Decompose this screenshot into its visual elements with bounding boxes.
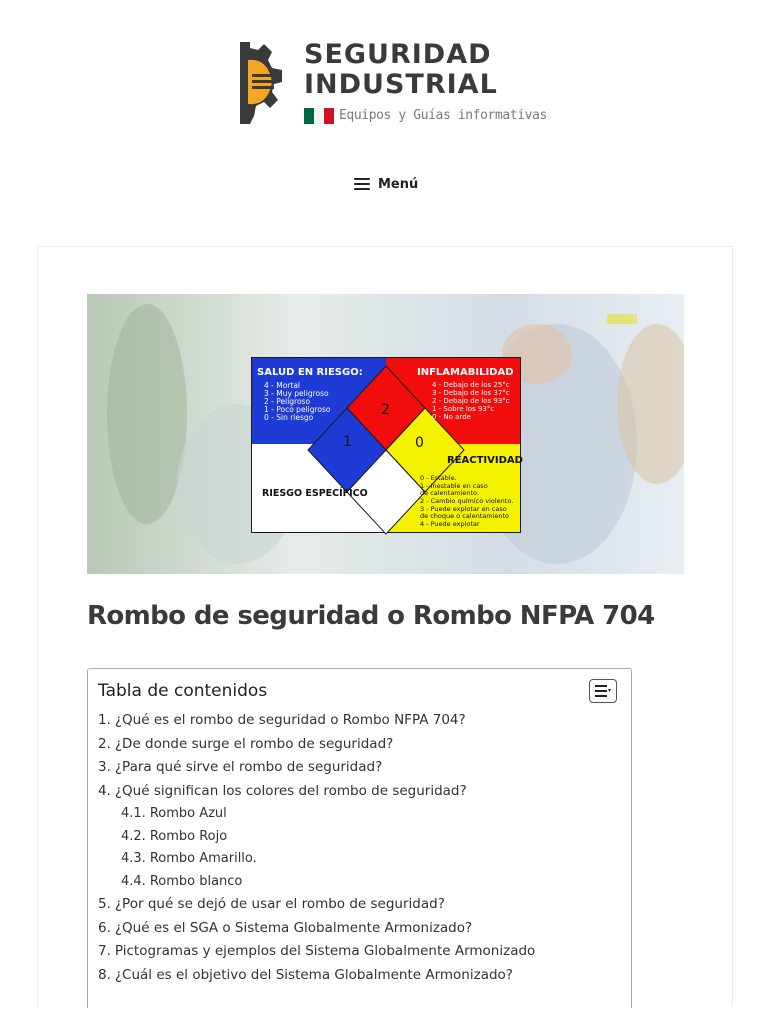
toc-item[interactable]: 8. ¿Cuál es el objetivo del Sistema Globalmente Armonizado? [98, 966, 513, 983]
table-of-contents [87, 668, 632, 1008]
toc-subitem[interactable]: 4.1. Rombo Azul [121, 806, 227, 821]
reactivity-value: 0 [415, 435, 424, 451]
toc-item[interactable]: 2. ¿De donde surge el rombo de seguridad? [98, 735, 394, 752]
toc-title: Tabla de contenidos [98, 681, 268, 701]
toc-item[interactable]: 5. ¿Por qué se dejó de usar el rombo de seguridad? [98, 896, 445, 912]
health-value: 1 [343, 434, 352, 450]
toc-subitem[interactable]: 4.3. Rombo Amarillo. [121, 851, 257, 866]
menu-toggle-button[interactable] [354, 174, 418, 194]
reactivity-item: 1 - Inestable en caso [420, 482, 488, 490]
toc-list [98, 709, 623, 987]
specific-risk-title: RIESGO ESPECÍFICO [262, 488, 368, 499]
nfpa-diamond-graphic [87, 294, 684, 574]
toc-subitem[interactable]: 4.4. Rombo blanco [121, 873, 243, 889]
toc-subitem[interactable]: 4.2. Rombo Rojo [121, 828, 228, 844]
flammability-item: 3 - Debajo de los 37°c [432, 389, 510, 397]
reactivity-item: 2 - Cambio químico violento. [420, 497, 514, 505]
site-header [0, 0, 768, 192]
health-item: 1 - Poco peligroso [264, 405, 331, 414]
toc-item[interactable]: 4. ¿Qué significan los colores del rombo de seguridad? [98, 782, 467, 799]
reactivity-item: 0 - Estable. [420, 474, 457, 482]
reactivity-title: REACTIVIDAD [447, 455, 523, 466]
reactivity-item: 4 - Puede explotar [420, 520, 480, 528]
health-title: SALUD EN RIESGO: [257, 367, 363, 378]
gear-helmet-icon [238, 40, 288, 126]
article-card [37, 246, 733, 1006]
toc-item[interactable]: 7. Pictogramas y ejemplos del Sistema Globalmente Armonizado [98, 943, 536, 959]
brand-name-line1: SEGURIDAD [304, 39, 492, 70]
flammability-item: 4 - Debajo de los 25°c [432, 381, 510, 389]
reactivity-item: de calentamiento. [420, 489, 479, 497]
tagline-text: Equipos y Guías informativas [339, 108, 547, 123]
flammability-item: 1 - Sobre los 93°c [432, 405, 495, 413]
health-item: 0 - Sin riesgo [264, 413, 314, 422]
flammability-item: 0 - No arde [432, 413, 471, 421]
hamburger-icon [354, 178, 370, 190]
health-item: 2 - Peligroso [264, 397, 311, 406]
reactivity-item: de choque o calentamiento [420, 512, 510, 520]
health-item: 4 - Mortal [264, 381, 301, 390]
flammability-value: 2 [381, 402, 390, 418]
menu-label: Menú [378, 176, 419, 192]
mexico-flag-icon [304, 108, 334, 124]
post-title: Rombo de seguridad o Rombo NFPA 704 [87, 601, 655, 631]
toc-item[interactable]: 1. ¿Qué es el rombo de seguridad o Rombo NFPA 704? [98, 712, 466, 728]
toc-item[interactable]: 6. ¿Qué es el SGA o Sistema Globalmente Armonizado? [98, 919, 473, 936]
brand-name-line2: INDUSTRIAL [304, 69, 498, 100]
flammability-title: INFLAMABILIDAD [417, 367, 514, 378]
toc-item[interactable]: 3. ¿Para qué sirve el rombo de seguridad? [98, 759, 383, 775]
flammability-item: 2 - Debajo de los 93°c [432, 397, 510, 405]
reactivity-item: 3 - Puede explotar en caso [420, 505, 507, 513]
toc-toggle-button[interactable] [589, 679, 617, 703]
list-toggle-icon [595, 685, 611, 697]
site-logo[interactable] [238, 39, 547, 130]
health-item: 3 - Muy peligroso [264, 389, 329, 398]
featured-image-nfpa-diamond [87, 294, 684, 574]
